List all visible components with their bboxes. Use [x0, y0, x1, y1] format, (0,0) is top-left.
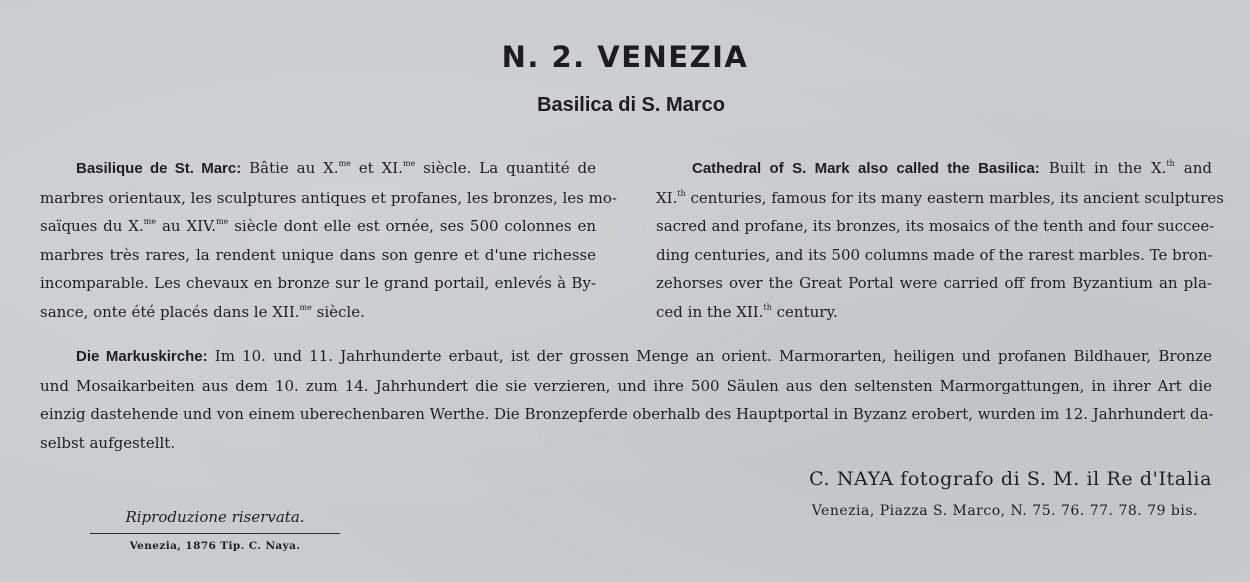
text-line: selbst aufgestellt. [40, 433, 176, 452]
text-line: Cathedral of S. Mark also called the Basilica: Built in the X.$^{th}$ and [692, 159, 1212, 177]
text-line: Basilique de St. Marc: Bâtie au X.$^{me}$ et XI.$^{me}$ siècle. La quantité de [76, 159, 596, 177]
text-line: incomparable. Les chevaux en bronze sur le grand portail, enlevés à By- [40, 274, 596, 292]
text-line: sance, onte été placés dans le XII.$^{me}$ siècle. [40, 302, 365, 321]
text-line: ced in the XII.$^{th}$ century. [656, 302, 838, 321]
text-line: ding centuries, and its 500 columns made of the rarest marbles. Te bron- [656, 245, 1213, 264]
text-line: sacred and profane, its bronzes, its mosaics of the tenth and four succee- [656, 217, 1215, 235]
photographer-credit: C. NAYA fotografo di S. M. il Re d'Italia [809, 468, 1212, 490]
text-line: marbres orientaux, les sculptures antiques et profanes, les bronzes, les mo- [40, 188, 617, 207]
footer-divider [90, 533, 340, 534]
french-paragraph [40, 154, 617, 326]
text-line: zehorses over the Great Portal were carried off from Byzantium an pla- [656, 274, 1212, 292]
printer-imprint: Venezia, 1876 Tip. C. Naya. [129, 540, 301, 552]
studio-address: Venezia, Piazza S. Marco, N. 75. 76. 77. 78. 79 bis. [811, 503, 1198, 519]
text-line: Die Markuskirche: Im 10. und 11. Jahrhunderte erbaut, ist der grossen Menge an orient. Marmorarten, heiligen und profanen Bildhauer, Bronze [76, 347, 1212, 365]
page-subtitle: Basilica di S. Marco [537, 94, 725, 116]
page-title: N. 2. VENEZIA [501, 40, 749, 74]
english-lead: Cathedral of S. Mark also called the Basilica: [692, 160, 1040, 177]
german-lead: Die Markuskirche: [76, 348, 208, 365]
french-lead: Basilique de St. Marc: [76, 160, 242, 177]
text-line: saïques du X.$^{me}$ au XIV.$^{me}$ siècle dont elle est ornée, ses 500 colonnes en [40, 217, 596, 235]
reproduction-notice: Riproduzione riservata. [125, 508, 305, 526]
text-line: marbres très rares, la rendent unique dans son genre et d'une richesse [40, 245, 596, 264]
german-paragraph [40, 342, 1212, 457]
english-paragraph [656, 154, 1224, 326]
text-line: XI.$^{th}$ centuries, famous for its many eastern marbles, its ancient sculptures [656, 188, 1224, 207]
text-line: und Mosaikarbeiten aus dem 10. zum 14. Jahrhundert die sie verzieren, und ihre 500 Säulen aus den seltensten Marmorgattungen, in ihrer Art die [40, 376, 1212, 395]
text-line: einzig dastehende und von einem uberechenbaren Werthe. Die Bronzepferde oberhalb des Hauptportal in Byzanz erobert, wurden im 12. Jahrhundert da- [40, 405, 1214, 423]
